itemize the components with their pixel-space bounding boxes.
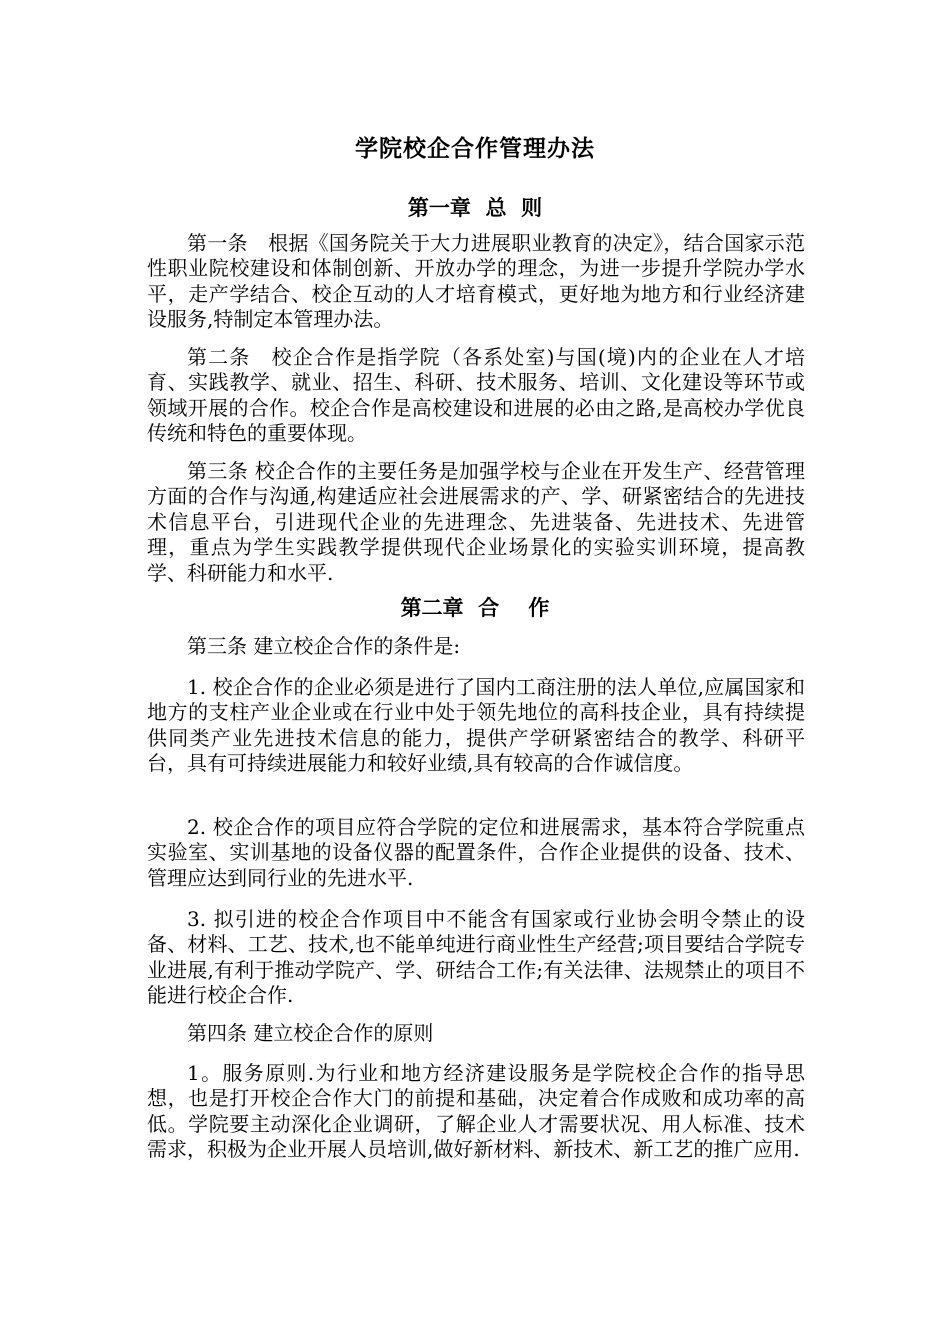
paragraph-article-1: 第一条 根据《国务院关于大力进展职业教育的决定》，结合国家示范性职业院校建设和体制创新、开放办学的理念，为进一步提升学院办学水平，走产学结合、校企互动的人才培育模式，更好地为地方和行业经济建设服务,特制定本管理办法。: [147, 231, 805, 332]
paragraph-condition-2: 2. 校企合作的项目应符合学院的定位和进展需求，基本符合学院重点实验室、实训基地的设备仪器的配置条件，合作企业提供的设备、技术、管理应达到同行业的先进水平.: [147, 815, 805, 890]
paragraph-condition-3: 3. 拟引进的校企合作项目中不能含有国家或行业协会明令禁止的设备、材料、工艺、技术,也不能单纯进行商业性生产经营;项目要结合学院专业进展,有利于推动学院产、学、研结合工作;有关法律、法规禁止的项目不能进行校企合作.: [147, 907, 805, 1008]
document-title: 学院校企合作管理办法: [355, 135, 595, 162]
chapter-heading-2: 第二章 合 作: [400, 595, 550, 620]
paragraph-principles-intro: 第四条 建立校企合作的原则: [187, 1021, 434, 1045]
paragraph-principle-1: 1。服务原则.为行业和地方经济建设服务是学院校企合作的指导思想，也是打开校企合作大门的前提和基础，决定着合作成败和成功率的高低。学院要主动深化企业调研，了解企业人才需要状况、用人标准、技术需求，积极为企业开展人员培训,做好新材料、新技术、新工艺的推广应用.: [147, 1061, 805, 1162]
paragraph-article-3: 第三条 校企合作的主要任务是加强学校与企业在开发生产、经营管理方面的合作与沟通,构建适应社会进展需求的产、学、研紧密结合的先进技术信息平台，引进现代企业的先进理念、先进装备、先进技术、先进管理，重点为学生实践教学提供现代企业场景化的实验实训环境，提高教学、科研能力和水平.: [147, 459, 805, 585]
chapter-heading-1: 第一章 总 则: [407, 195, 543, 220]
paragraph-article-2: 第二条 校企合作是指学院（各系处室)与国(境)内的企业在人才培育、实践教学、就业、招生、科研、技术服务、培训、文化建设等环节或领域开展的合作。校企合作是高校建设和进展的必由之路,是高校办学优良传统和特色的重要体现。: [147, 345, 805, 446]
paragraph-condition-1: 1. 校企合作的企业必须是进行了国内工商注册的法人单位,应属国家和地方的支柱产业企业或在行业中处于领先地位的高科技企业，具有持续提供同类产业先进技术信息的能力，提供产学研紧密结合的教学、科研平台，具有可持续进展能力和较好业绩,具有较高的合作诚信度。: [147, 675, 805, 776]
paragraph-conditions-intro: 第三条 建立校企合作的条件是:: [187, 634, 461, 658]
